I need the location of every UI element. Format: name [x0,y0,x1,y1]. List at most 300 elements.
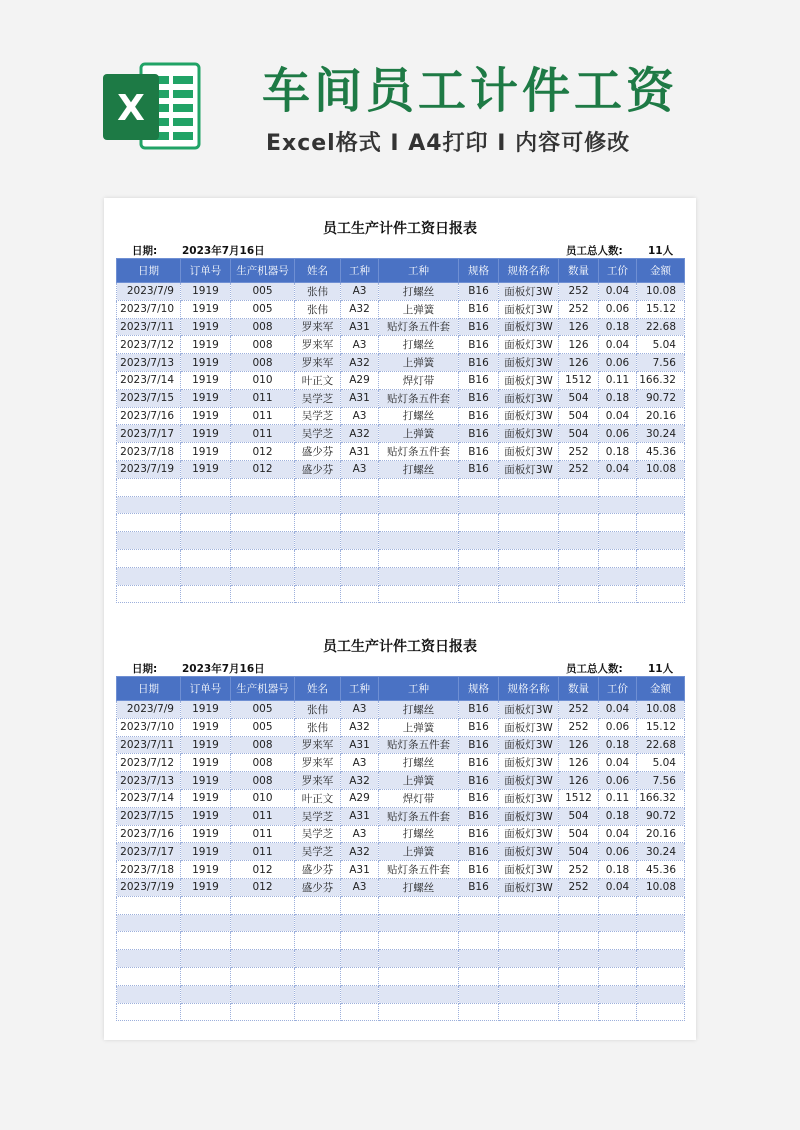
cell-job-code [341,932,379,950]
cell-unit-price: 0.18 [599,861,637,879]
cell-spec-name: 面板灯3W [499,861,559,879]
cell-amount: 45.36 [637,443,685,461]
cell-name [295,514,341,532]
report-meta [116,240,684,258]
cell-spec-name: 面板灯3W [499,843,559,861]
cell-spec [459,514,499,532]
cell-unit-price: 0.06 [599,354,637,372]
cell-unit-price: 0.06 [599,772,637,790]
table-row [117,701,685,719]
cell-job-code: A32 [341,354,379,372]
cell-machine-no [231,896,295,914]
cell-quantity [559,514,599,532]
cell-spec: B16 [459,389,499,407]
cell-job [379,950,459,968]
cell-order-no: 1919 [181,789,231,807]
cell-date: 2023/7/10 [117,300,181,318]
cell-quantity: 252 [559,701,599,719]
cell-machine-no [231,950,295,968]
cell-date: 2023/7/11 [117,736,181,754]
cell-date: 2023/7/16 [117,407,181,425]
cell-job [379,549,459,567]
column-header-spec: 规格 [459,677,499,701]
cell-name: 张伟 [295,718,341,736]
cell-spec-name: 面板灯3W [499,443,559,461]
table-row [117,460,685,478]
cell-job: 上弹簧 [379,300,459,318]
cell-date: 2023/7/16 [117,825,181,843]
cell-spec-name [499,567,559,585]
cell-spec: B16 [459,754,499,772]
cell-unit-price: 0.18 [599,736,637,754]
cell-spec: B16 [459,718,499,736]
cell-machine-no [231,585,295,603]
cell-order-no [181,932,231,950]
cell-spec: B16 [459,460,499,478]
cell-job-code [341,896,379,914]
cell-spec: B16 [459,772,499,790]
cell-machine-no: 008 [231,336,295,354]
page-header [0,0,800,200]
cell-job-code: A32 [341,425,379,443]
cell-date [117,896,181,914]
cell-spec [459,914,499,932]
table-row [117,843,685,861]
cell-order-no: 1919 [181,336,231,354]
excel-logo-icon [103,60,203,152]
cell-amount: 30.24 [637,843,685,861]
cell-amount: 7.56 [637,354,685,372]
cell-job-code: A31 [341,807,379,825]
cell-quantity [559,532,599,550]
cell-date [117,985,181,1003]
cell-amount [637,950,685,968]
cell-amount [637,567,685,585]
cell-job-code [341,496,379,514]
cell-job-code: A31 [341,389,379,407]
cell-quantity: 504 [559,807,599,825]
cell-job: 上弹簧 [379,843,459,861]
column-header-unit-price: 工价 [599,259,637,283]
cell-job [379,1003,459,1021]
cell-quantity: 252 [559,443,599,461]
cell-order-no: 1919 [181,825,231,843]
cell-unit-price: 0.18 [599,318,637,336]
column-header-quantity: 数量 [559,259,599,283]
cell-job-code [341,514,379,532]
wage-table [116,258,685,603]
cell-spec [459,532,499,550]
cell-amount [637,896,685,914]
cell-spec-name [499,896,559,914]
report-meta [116,658,684,676]
cell-job-code: A3 [341,283,379,301]
table-row [117,478,685,496]
cell-date: 2023/7/15 [117,807,181,825]
cell-spec-name [499,914,559,932]
table-row [117,318,685,336]
column-header-spec: 规格 [459,259,499,283]
cell-job [379,567,459,585]
cell-spec-name: 面板灯3W [499,283,559,301]
cell-order-no [181,896,231,914]
column-header-unit-price: 工价 [599,677,637,701]
cell-job: 打螺丝 [379,283,459,301]
cell-date: 2023/7/15 [117,389,181,407]
cell-spec-name: 面板灯3W [499,389,559,407]
cell-unit-price [599,985,637,1003]
cell-machine-no [231,967,295,985]
cell-spec: B16 [459,336,499,354]
cell-spec [459,478,499,496]
cell-order-no: 1919 [181,425,231,443]
table-row [117,932,685,950]
cell-name: 罗来军 [295,736,341,754]
cell-spec-name: 面板灯3W [499,878,559,896]
cell-name [295,585,341,603]
cell-date: 2023/7/13 [117,772,181,790]
cell-quantity: 252 [559,460,599,478]
cell-name: 罗来军 [295,318,341,336]
cell-unit-price: 0.04 [599,336,637,354]
cell-unit-price: 0.18 [599,443,637,461]
cell-quantity: 504 [559,389,599,407]
cell-quantity [559,932,599,950]
column-header-name: 姓名 [295,259,341,283]
cell-order-no [181,985,231,1003]
cell-spec: B16 [459,354,499,372]
cell-unit-price [599,1003,637,1021]
cell-job: 贴灯条五件套 [379,736,459,754]
cell-machine-no [231,549,295,567]
cell-job-code [341,914,379,932]
cell-job-code: A32 [341,300,379,318]
cell-job-code [341,1003,379,1021]
table-row [117,736,685,754]
cell-amount: 10.08 [637,460,685,478]
cell-machine-no: 005 [231,283,295,301]
column-header-job: 工种 [379,677,459,701]
cell-unit-price: 0.04 [599,825,637,843]
cell-amount: 20.16 [637,825,685,843]
cell-name [295,549,341,567]
cell-order-no: 1919 [181,772,231,790]
table-row [117,1003,685,1021]
cell-date [117,532,181,550]
cell-spec [459,567,499,585]
cell-spec-name: 面板灯3W [499,354,559,372]
cell-job: 打螺丝 [379,878,459,896]
cell-job-code: A32 [341,718,379,736]
cell-date [117,1003,181,1021]
cell-spec-name [499,532,559,550]
cell-machine-no [231,932,295,950]
cell-spec-name [499,585,559,603]
cell-amount [637,585,685,603]
column-header-machine-no: 生产机器号 [231,259,295,283]
cell-job: 焊灯带 [379,789,459,807]
cell-name: 罗来军 [295,772,341,790]
page-subtitle: Excel格式 I A4打印 I 内容可修改 [266,131,631,156]
cell-date: 2023/7/14 [117,789,181,807]
cell-spec: B16 [459,878,499,896]
cell-amount: 10.08 [637,283,685,301]
cell-quantity: 504 [559,425,599,443]
cell-order-no: 1919 [181,300,231,318]
cell-name [295,496,341,514]
cell-name [295,985,341,1003]
cell-job: 打螺丝 [379,460,459,478]
cell-unit-price [599,532,637,550]
logo-letter: X [117,88,145,129]
cell-name: 张伟 [295,701,341,719]
cell-job-code: A3 [341,701,379,719]
cell-job: 贴灯条五件套 [379,443,459,461]
cell-spec-name: 面板灯3W [499,807,559,825]
cell-spec [459,932,499,950]
cell-date [117,950,181,968]
cell-job: 焊灯带 [379,371,459,389]
cell-order-no [181,950,231,968]
cell-order-no [181,567,231,585]
cell-amount: 10.08 [637,878,685,896]
cell-quantity: 504 [559,825,599,843]
cell-quantity: 126 [559,336,599,354]
wage-table [116,676,685,1021]
cell-date: 2023/7/13 [117,354,181,372]
cell-job [379,967,459,985]
cell-spec-name [499,967,559,985]
cell-date [117,567,181,585]
cell-name: 吴学芝 [295,825,341,843]
cell-quantity: 1512 [559,371,599,389]
cell-machine-no: 012 [231,443,295,461]
cell-date: 2023/7/9 [117,283,181,301]
cell-date: 2023/7/17 [117,425,181,443]
cell-name: 叶正文 [295,789,341,807]
cell-name: 张伟 [295,283,341,301]
cell-job: 打螺丝 [379,407,459,425]
cell-amount: 10.08 [637,701,685,719]
cell-name [295,1003,341,1021]
cell-spec [459,985,499,1003]
cell-spec: B16 [459,807,499,825]
cell-order-no: 1919 [181,354,231,372]
cell-quantity: 1512 [559,789,599,807]
cell-machine-no: 011 [231,825,295,843]
cell-date [117,496,181,514]
cell-name [295,914,341,932]
table-row [117,336,685,354]
cell-job-code [341,549,379,567]
column-header-order-no: 订单号 [181,259,231,283]
cell-name: 盛少芬 [295,443,341,461]
cell-order-no [181,532,231,550]
cell-job-code: A32 [341,772,379,790]
cell-job: 贴灯条五件套 [379,807,459,825]
cell-machine-no: 008 [231,754,295,772]
table-row [117,532,685,550]
cell-job [379,932,459,950]
cell-spec-name [499,985,559,1003]
cell-quantity: 252 [559,300,599,318]
table-row [117,514,685,532]
table-row [117,567,685,585]
column-header-job: 工种 [379,259,459,283]
cell-machine-no [231,985,295,1003]
cell-job [379,896,459,914]
cell-name: 张伟 [295,300,341,318]
cell-job-code: A29 [341,789,379,807]
cell-machine-no: 011 [231,425,295,443]
cell-job: 打螺丝 [379,754,459,772]
table-row [117,914,685,932]
cell-spec-name: 面板灯3W [499,754,559,772]
cell-date [117,549,181,567]
cell-quantity: 504 [559,843,599,861]
cell-date [117,967,181,985]
cell-job-code: A31 [341,443,379,461]
total-staff-value: 11人 [648,663,674,675]
cell-job [379,532,459,550]
table-row [117,772,685,790]
cell-order-no: 1919 [181,318,231,336]
cell-quantity: 252 [559,718,599,736]
cell-quantity [559,567,599,585]
cell-unit-price: 0.06 [599,843,637,861]
cell-date [117,478,181,496]
cell-spec: B16 [459,789,499,807]
cell-amount [637,985,685,1003]
cell-amount: 15.12 [637,300,685,318]
cell-job-code: A31 [341,736,379,754]
cell-machine-no [231,532,295,550]
date-label: 日期: [132,245,158,257]
cell-date: 2023/7/12 [117,754,181,772]
cell-machine-no: 011 [231,407,295,425]
table-row [117,496,685,514]
cell-quantity: 126 [559,736,599,754]
cell-amount: 45.36 [637,861,685,879]
cell-date [117,932,181,950]
cell-unit-price [599,967,637,985]
cell-spec [459,896,499,914]
cell-job: 打螺丝 [379,825,459,843]
cell-amount: 90.72 [637,807,685,825]
cell-unit-price [599,567,637,585]
cell-spec [459,549,499,567]
cell-spec-name [499,950,559,968]
cell-spec-name [499,478,559,496]
cell-job [379,985,459,1003]
cell-name: 吴学芝 [295,407,341,425]
report-sheet [116,218,684,603]
total-staff-label: 员工总人数: [566,245,623,257]
cell-unit-price [599,496,637,514]
cell-unit-price: 0.04 [599,460,637,478]
cell-amount: 90.72 [637,389,685,407]
cell-job-code: A29 [341,371,379,389]
cell-quantity [559,950,599,968]
cell-spec-name [499,496,559,514]
cell-spec: B16 [459,861,499,879]
cell-unit-price [599,514,637,532]
cell-order-no: 1919 [181,736,231,754]
table-row [117,896,685,914]
cell-quantity [559,585,599,603]
cell-unit-price [599,914,637,932]
cell-spec-name: 面板灯3W [499,772,559,790]
cell-order-no: 1919 [181,443,231,461]
cell-unit-price: 0.11 [599,789,637,807]
cell-quantity [559,1003,599,1021]
cell-order-no: 1919 [181,407,231,425]
cell-name: 罗来军 [295,354,341,372]
cell-order-no: 1919 [181,754,231,772]
cell-machine-no [231,514,295,532]
cell-machine-no: 008 [231,354,295,372]
cell-spec-name: 面板灯3W [499,789,559,807]
cell-spec-name: 面板灯3W [499,300,559,318]
cell-unit-price: 0.18 [599,389,637,407]
date-label: 日期: [132,663,158,675]
cell-order-no: 1919 [181,807,231,825]
cell-quantity: 126 [559,754,599,772]
cell-quantity: 126 [559,354,599,372]
cell-spec-name: 面板灯3W [499,460,559,478]
cell-spec-name: 面板灯3W [499,825,559,843]
cell-order-no [181,914,231,932]
cell-spec: B16 [459,283,499,301]
column-header-order-no: 订单号 [181,677,231,701]
cell-unit-price: 0.04 [599,878,637,896]
cell-date: 2023/7/10 [117,718,181,736]
cell-spec-name: 面板灯3W [499,425,559,443]
report-sheet [116,636,684,1021]
cell-unit-price: 0.18 [599,807,637,825]
cell-spec [459,585,499,603]
cell-spec-name: 面板灯3W [499,407,559,425]
cell-machine-no: 011 [231,389,295,407]
date-value: 2023年7月16日 [182,245,265,257]
cell-name: 吴学芝 [295,425,341,443]
cell-order-no [181,967,231,985]
cell-spec-name [499,932,559,950]
cell-quantity: 252 [559,283,599,301]
cell-name [295,532,341,550]
cell-spec-name [499,514,559,532]
cell-amount: 20.16 [637,407,685,425]
cell-order-no: 1919 [181,283,231,301]
column-header-machine-no: 生产机器号 [231,677,295,701]
page-title: 车间员工计件工资 [262,63,679,119]
paper-sheet [104,198,696,1040]
cell-machine-no [231,478,295,496]
cell-quantity [559,496,599,514]
cell-machine-no [231,1003,295,1021]
cell-quantity [559,896,599,914]
cell-date: 2023/7/11 [117,318,181,336]
table-row [117,425,685,443]
cell-job-code [341,585,379,603]
cell-spec [459,967,499,985]
cell-job-code: A3 [341,407,379,425]
column-header-quantity: 数量 [559,677,599,701]
cell-date: 2023/7/12 [117,336,181,354]
table-row [117,754,685,772]
cell-job-code: A3 [341,754,379,772]
cell-quantity [559,914,599,932]
